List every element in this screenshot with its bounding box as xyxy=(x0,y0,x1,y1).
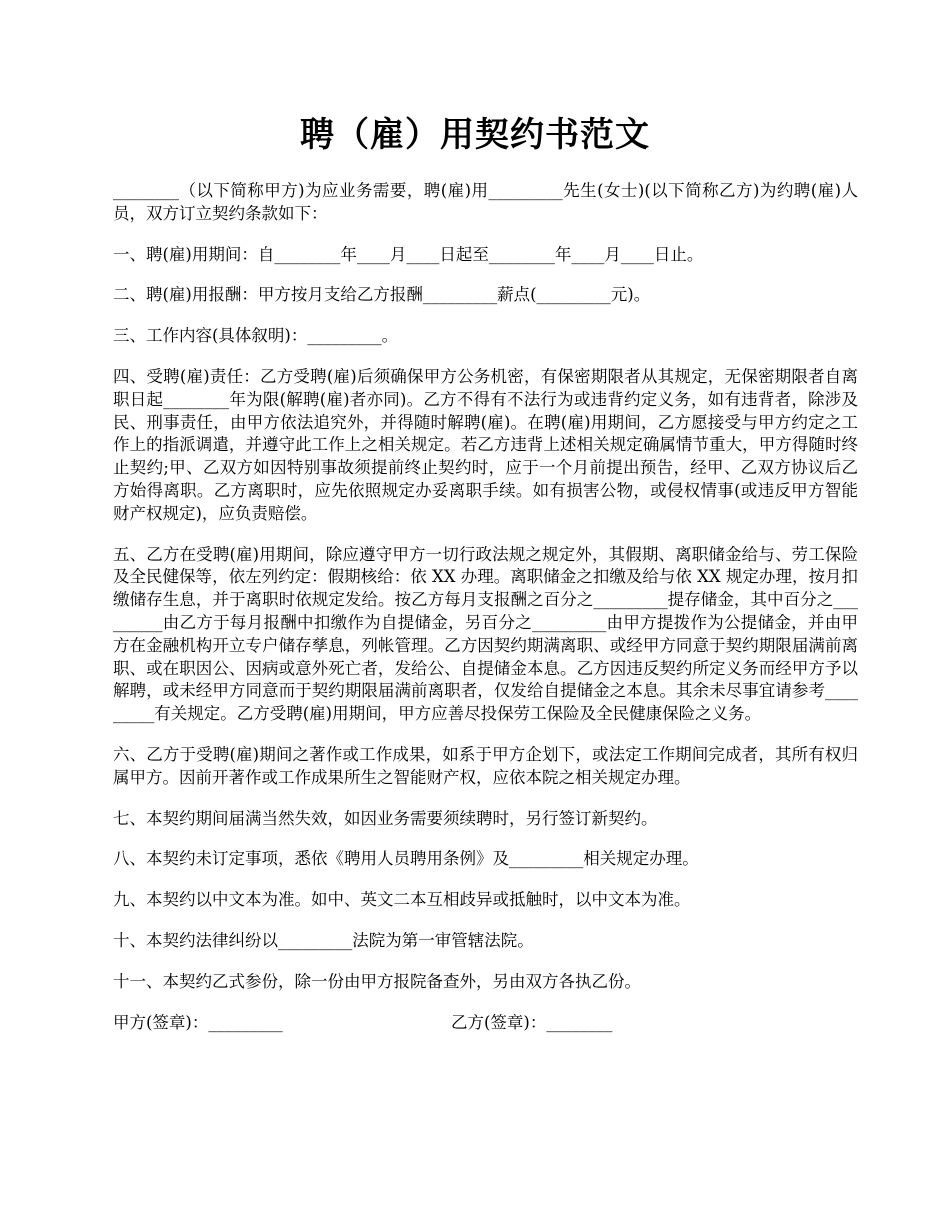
clause-6-work-ownership: 六、乙方于受聘(雇)期间之著作或工作成果，如系于甲方企划下，或法定工作期间完成者，其所有权归属甲方。因前开著作或工作成果所生之智能财产权，应依本院之相关规定办理。 xyxy=(113,744,858,787)
clause-9-language: 九、本契约以中文本为准。如中、英文二本互相歧异或抵触时，以中文本为准。 xyxy=(113,890,691,910)
party-b-signature: 乙方(签章)：________ xyxy=(451,1012,613,1032)
clause-5-benefits: 五、乙方在受聘(雇)用期间，除应遵守甲方一切行政法规之规定外，其假期、离职储金给与、劳工保险及全民健保等，依左列约定：假期核给：依 XX 办理。离职储金之扣缴及给与依 XX 规定办理，按月扣缴储存生息，并于离职时依规定发给。按乙方每月支报酬之百分之_________提存储金，其中百分之_________由乙方于每月报酬中扣缴作为自提储金，另百分之_________由甲方提拨作为公提储金，并由甲方在金融机构开立专户储存孳息，列帐管理。乙方因契约期满离职、或经甲方同意于契约期限届满前离职、或在职因公、因病或意外死亡者，发给公、自提储金本息。乙方因违反契约所定义务而经甲方予以解聘，或未经甲方同意而于契约期限届满前离职者，仅发给自提储金之本息。其余未尽事宜请参考_________有关规定。乙方受聘(雇)用期间，甲方应善尽投保劳工保险及全民健康保险之义务。 xyxy=(113,544,858,724)
clause-4-responsibilities: 四、受聘(雇)责任：乙方受聘(雇)后须确保甲方公务机密，有保密期限者从其规定，无保密期限者自离职日起________年为限(解聘(雇)者亦同)。乙方不得有不法行为或违背约定义务，如有违背者，除涉及民、刑事责任，由甲方依法追究外，并得随时解聘(雇)。在聘(雇)用期间，乙方愿接受与甲方约定之工作上的指派调遣，并遵守此工作上之相关规定。若乙方违背上述相关规定确属情节重大，甲方得随时终止契约;甲、乙双方如因特别事故须提前终止契约时，应于一个月前提出预告，经甲、乙双方协议后乙方始得离职。乙方离职时，应先依照规定办妥离职手续。如有损害公物，或侵权情事(或违反甲方智能财产权规定)，应负责赔偿。 xyxy=(113,366,858,523)
clause-1-employment-period: 一、聘(雇)用期间：自________年____月____日起至________年____月____日止。 xyxy=(113,244,704,264)
clause-2-remuneration: 二、聘(雇)用报酬：甲方按月支给乙方报酬_________薪点(_________元)。 xyxy=(113,285,651,305)
clause-11-copies: 十一、本契约乙式参份，除一份由甲方报院备查外，另由双方各执乙份。 xyxy=(113,971,641,991)
document-body xyxy=(113,180,858,1036)
clause-3-job-content: 三、工作内容(具体叙明)：_________。 xyxy=(113,326,399,346)
document-title: 聘（雇）用契约书范文 xyxy=(300,115,650,155)
clause-10-jurisdiction: 十、本契约法律纠纷以_________法院为第一审管辖法院。 xyxy=(113,930,534,950)
clause-7-expiry: 七、本契约期间届满当然失效，如因业务需要须续聘时，另行签订新契约。 xyxy=(113,808,658,828)
intro-paragraph: ________（以下简称甲方)为应业务需要，聘(雇)用_________先生(女士)(以下简称乙方)为约聘(雇)人员，双方订立契约条款如下： xyxy=(113,181,858,223)
clause-8-unspecified-matters: 八、本契约未订定事项，悉依《聘用人员聘用条例》及_________相关规定办理。 xyxy=(113,849,699,869)
party-a-signature: 甲方(签章)：_________ xyxy=(113,1012,283,1032)
signature-block xyxy=(113,1012,858,1036)
